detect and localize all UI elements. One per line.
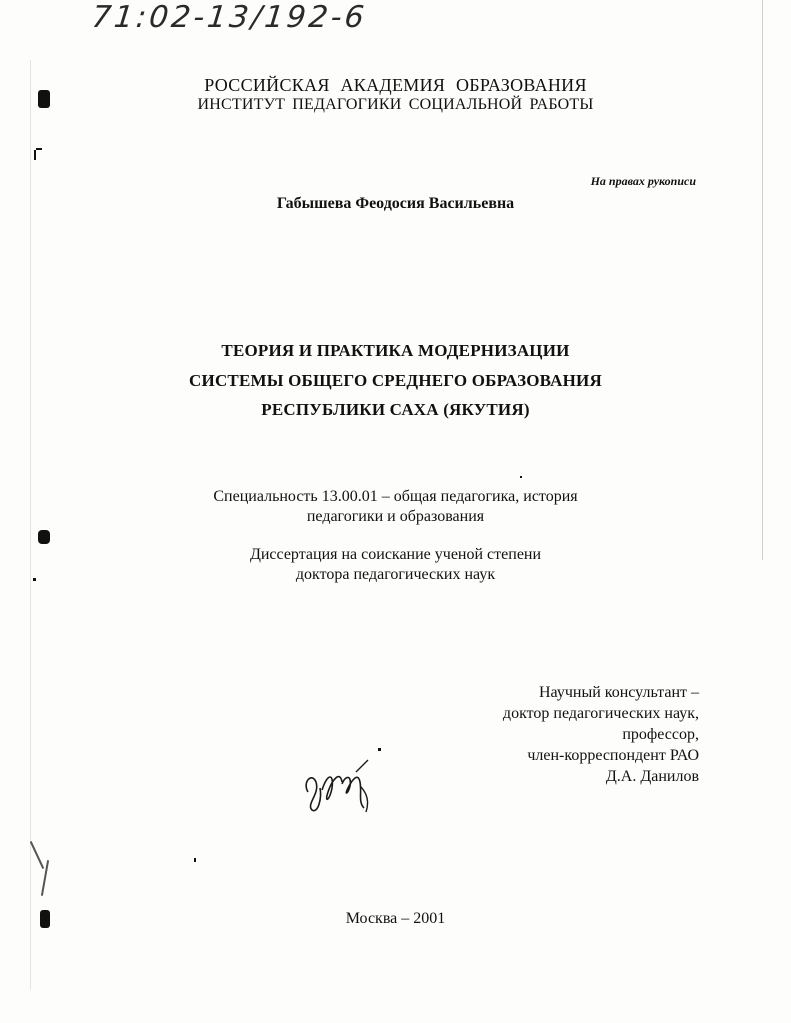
- academy-name: РОССИЙСКАЯ АКАДЕМИЯ ОБРАЗОВАНИЯ: [204, 75, 587, 95]
- author-name: Габышева Феодосия Васильевна: [276, 195, 515, 212]
- handwritten-signature: [298, 752, 378, 822]
- manuscript-note: На правах рукописи: [590, 174, 696, 188]
- consultant-line: Научный консультант –: [539, 684, 699, 701]
- specialty-line: педагогики и образования: [306, 508, 485, 525]
- degree-line: Диссертация на соискание ученой степени: [249, 546, 542, 563]
- consultant-line: доктор педагогических наук,: [502, 705, 699, 722]
- institute-name: ИНСТИТУТ ПЕДАГОГИКИ СОЦИАЛЬНОЙ РАБОТЫ: [197, 96, 594, 113]
- scientific-consultant-block: [503, 682, 699, 787]
- binding-mark: [34, 150, 36, 160]
- dissertation-title-line: ТЕОРИЯ И ПРАКТИКА МОДЕРНИЗАЦИИ: [221, 341, 570, 360]
- scan-speck: [194, 858, 196, 862]
- specialty-line: Специальность 13.00.01 – общая педагогика, история: [213, 488, 578, 505]
- city-and-year: Москва – 2001: [345, 910, 446, 927]
- binding-mark: [36, 148, 42, 150]
- scan-speck: [378, 748, 381, 751]
- consultant-line: профессор,: [622, 726, 699, 743]
- dissertation-title-line: РЕСПУБЛИКИ САХА (ЯКУТИЯ): [261, 400, 530, 419]
- scan-speck: [520, 476, 522, 478]
- binding-mark: [30, 841, 44, 869]
- archive-number-handwritten: 71:02-13/192-6: [90, 0, 369, 35]
- dissertation-title-line: СИСТЕМЫ ОБЩЕГО СРЕДНЕГО ОБРАЗОВАНИЯ: [189, 371, 602, 390]
- consultant-line: член-корреспондент РАО: [527, 747, 699, 764]
- consultant-name: Д.А. Данилов: [605, 768, 699, 785]
- degree-line: доктора педагогических наук: [295, 566, 496, 583]
- binding-mark: [38, 530, 50, 544]
